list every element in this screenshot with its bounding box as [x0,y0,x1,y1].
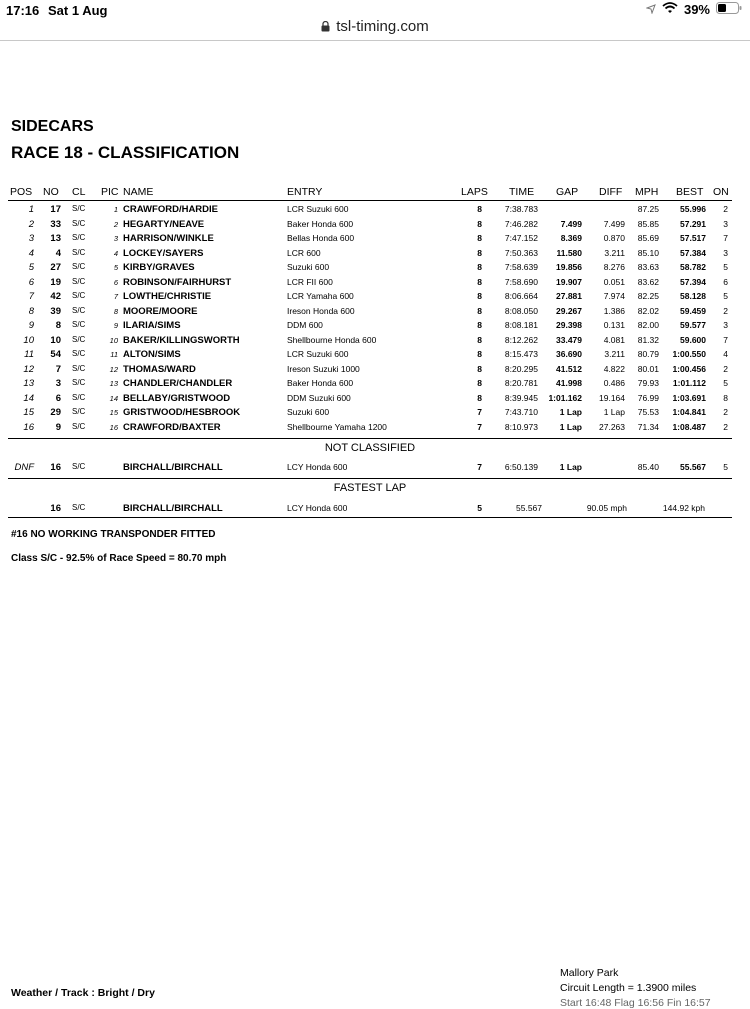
table-row [0,364,750,379]
cell-diff: 0.486 [603,378,625,388]
cell-pic: 9 [113,321,118,330]
cell-on: 8 [723,392,728,403]
fl-class: S/C [72,503,86,512]
cell-mph: 80.01 [637,363,659,374]
cell-time: 8:08.181 [504,320,538,330]
cell-pos: 13 [23,378,34,389]
cell-name: LOWTHE/CHRISTIE [123,291,212,302]
cell-mph: 82.00 [637,320,659,330]
cell-mph: 80.79 [637,349,659,359]
cell-pic: 11 [110,350,118,359]
cell-on: 5 [723,462,728,472]
table-row [0,306,750,321]
cell-cl: S/C [72,247,86,257]
cell-best: 59.459 [680,305,706,316]
cell-pic: 8 [113,306,118,316]
cell-laps: 8 [477,291,482,301]
cell-name: HEGARTY/NEAVE [123,218,205,230]
table-row [0,248,750,263]
cell-diff: 8.276 [603,262,625,272]
cell-cl: S/C [72,334,86,344]
cell-mph: 85.10 [637,247,659,258]
cell-on: 5 [723,378,728,388]
cell-entry: Bellas Honda 600 [287,233,355,243]
divider-fastest-lap-bottom [8,517,732,518]
cell-no: 42 [50,291,61,302]
cell-on: 2 [723,407,728,417]
header-divider [8,200,732,201]
cell-pic: 13 [109,379,118,388]
cell-entry: Shellbourne Honda 600 [287,334,377,345]
cell-mph: 81.32 [637,334,659,345]
cell-pic: 14 [109,393,118,403]
cell-pos: DNF [14,462,34,473]
cell-mph: 75.53 [637,407,659,417]
cell-entry: LCR Suzuki 600 [287,349,349,359]
col-pic: PIC [101,186,119,198]
cell-gap: 41.998 [556,378,582,388]
cell-best: 1:00.456 [672,363,706,374]
cell-laps: 8 [477,392,482,403]
cell-pos: 8 [28,305,34,317]
cell-time: 8:08.050 [504,305,538,316]
cell-pic: 1 [113,205,118,214]
cell-diff: 7.974 [603,291,625,301]
cell-best: 1:01.112 [672,378,706,388]
table-row [0,204,750,219]
not-classified-heading: NOT CLASSIFIED [324,442,416,454]
address-bar[interactable] [0,18,750,35]
transponder-note: #16 NO WORKING TRANSPONDER FITTED [11,529,216,540]
cell-entry: Suzuki 600 [287,407,330,417]
cell-mph: 85.85 [637,218,659,229]
cell-on: 3 [723,218,728,229]
cell-time: 7:50.363 [504,247,538,258]
cell-cl: S/C [72,320,86,329]
col-name: NAME [123,186,154,198]
fastest-lap-heading: FASTEST LAP [333,482,407,494]
cell-no: 3 [55,378,61,389]
cell-pos: 16 [23,421,34,433]
cell-pic: 10 [109,335,118,345]
cell-entry: LCR Yamaha 600 [287,291,354,301]
cell-laps: 7 [477,462,482,472]
cell-no: 13 [50,233,61,244]
cell-name: BELLABY/GRISTWOOD [123,392,231,404]
cell-time: 8:12.262 [504,334,538,345]
cell-gap: 41.512 [556,363,582,374]
cell-name: MOORE/MOORE [123,305,198,317]
cell-on: 5 [723,291,728,301]
cell-pos: 12 [23,363,34,375]
cell-pic: 15 [109,408,118,417]
table-row [0,349,750,364]
cell-name: ROBINSON/FAIRHURST [123,276,232,288]
cell-gap: 1 Lap [559,462,582,472]
cell-pic: 3 [113,234,118,243]
cell-name: ALTON/SIMS [123,349,181,360]
cell-no: 6 [55,392,61,404]
cell-entry: LCR Suzuki 600 [287,204,349,214]
cell-best: 58.128 [680,291,706,301]
fl-entry: LCY Honda 600 [287,503,348,513]
col-best: BEST [676,186,704,198]
cell-diff: 4.081 [603,334,625,345]
cell-pos: 7 [28,291,34,302]
cell-entry: Shellbourne Yamaha 1200 [287,421,387,432]
cell-time: 8:39.945 [504,392,538,403]
cell-mph: 82.02 [637,305,659,316]
cell-pos: 2 [28,218,34,230]
cell-diff: 0.870 [603,233,625,243]
cell-diff: 7.499 [603,218,625,229]
cell-best: 55.996 [680,204,706,214]
fl-lap: 5 [477,503,482,513]
cell-name: KIRBY/GRAVES [123,262,195,273]
cell-diff: 0.131 [603,320,625,330]
cell-laps: 8 [477,276,482,287]
cell-best: 57.517 [680,233,706,243]
cell-diff: 1 Lap [603,407,625,417]
cell-cl: S/C [72,262,86,271]
cell-on: 7 [723,334,728,345]
cell-best: 59.600 [680,334,706,345]
browser-divider [0,40,750,41]
table-row [0,291,750,306]
table-row [0,219,750,234]
cell-entry: Ireson Suzuki 1000 [287,363,360,374]
cell-cl: S/C [72,204,86,213]
cell-no: 7 [55,363,61,375]
cell-diff: 3.211 [604,247,625,258]
cell-name: CRAWFORD/HARDIE [123,204,218,215]
cell-laps: 7 [477,421,482,432]
cell-time: 8:15.473 [504,349,538,359]
table-row [0,233,750,248]
cell-gap: 27.881 [556,291,582,301]
cell-cl: S/C [72,291,86,300]
cell-best: 1:00.550 [672,349,706,359]
table-row [0,320,750,335]
divider-fastest-lap [8,478,732,479]
table-row [0,335,750,350]
cell-time: 8:06.664 [504,291,538,301]
cell-no: 29 [50,407,61,418]
cell-no: 54 [50,349,61,360]
cell-pic: 16 [109,422,118,432]
cell-on: 4 [723,349,728,359]
cell-mph: 85.69 [637,233,659,243]
cell-time: 7:38.783 [504,204,538,214]
cell-diff: 1.386 [603,305,625,316]
cell-mph: 87.25 [637,204,659,214]
status-date: Sat 1 Aug [48,3,108,18]
cell-pos: 1 [28,204,34,215]
cell-diff: 27.263 [599,421,625,432]
cell-cl: S/C [72,392,86,402]
cell-pic: 2 [113,219,118,229]
cell-on: 6 [723,276,728,287]
cell-time: 8:20.781 [504,378,538,388]
cell-no: 10 [50,334,61,346]
cell-best: 59.577 [680,320,706,330]
cell-entry: Baker Honda 600 [287,378,354,388]
cell-best: 57.291 [680,218,706,229]
cell-cl: S/C [72,378,86,387]
cell-pic: 5 [113,263,118,272]
cell-cl: S/C [72,218,86,228]
fastest-lap-row [0,503,750,518]
cell-diff: 3.211 [604,349,625,359]
cell-on: 3 [723,247,728,258]
cell-on: 2 [723,363,728,374]
cell-mph: 83.63 [637,262,659,272]
url-text: tsl-timing.com [336,18,429,35]
cell-diff: 4.822 [603,363,625,374]
cell-on: 2 [723,204,728,214]
cell-laps: 8 [477,320,482,330]
cell-mph: 83.62 [637,276,659,287]
location-icon [646,2,656,17]
cell-mph: 71.34 [637,421,659,432]
cell-laps: 8 [477,378,482,388]
col-gap: GAP [556,186,579,198]
cell-no: 4 [55,247,61,259]
table-row [0,462,750,477]
cell-time: 7:46.282 [504,218,538,229]
page-title: RACE 18 - CLASSIFICATION [11,143,240,162]
cell-time: 7:43.710 [504,407,538,417]
cell-gap: 11.580 [556,247,582,258]
cell-pos: 5 [28,262,34,273]
venue-name: Mallory Park [560,967,619,979]
status-time: 17:16 [6,3,40,18]
cell-entry: LCR FII 600 [287,276,333,287]
cell-name: CRAWFORD/BAXTER [123,421,221,433]
cell-best: 57.384 [680,247,706,258]
cell-laps: 8 [477,218,482,229]
cell-entry: LCY Honda 600 [287,462,348,472]
cell-cl: S/C [72,363,86,373]
cell-time: 8:10.973 [504,421,538,432]
cell-best: 1:04.841 [672,407,706,417]
cell-laps: 8 [477,334,482,345]
cell-cl: S/C [72,349,86,358]
cell-name: BIRCHALL/BIRCHALL [123,462,223,473]
cell-gap: 19.907 [556,276,582,287]
cell-laps: 8 [477,363,482,374]
col-time: TIME [509,186,535,198]
divider-not-classified [8,438,732,439]
cell-name: LOCKEY/SAYERS [123,247,204,259]
cell-time: 7:58.690 [504,276,538,287]
cell-on: 5 [723,262,728,272]
fl-no: 16 [50,503,61,514]
cell-no: 9 [55,421,61,433]
table-row [0,262,750,277]
cell-name: HARRISON/WINKLE [123,233,214,244]
cell-pos: 15 [23,407,34,418]
cell-entry: DDM Suzuki 600 [287,392,351,403]
cell-entry: LCR 600 [287,247,321,258]
class-speed-note: Class S/C - 92.5% of Race Speed = 80.70 mph [11,553,227,564]
col-diff: DIFF [599,186,623,198]
battery-percent: 39% [683,2,710,17]
cell-entry: Baker Honda 600 [287,218,354,229]
status-indicators [646,2,742,17]
cell-time: 7:58.639 [504,262,538,272]
cell-laps: 8 [477,204,482,214]
cell-best: 1:08.487 [672,421,706,432]
table-row [0,393,750,408]
cell-gap: 8.369 [560,233,582,243]
cell-gap: 1:01.162 [548,392,582,403]
cell-cl: S/C [72,407,86,416]
weather-info: Weather / Track : Bright / Dry [11,987,155,999]
cell-cl: S/C [72,462,86,471]
cell-pic: 6 [113,277,118,287]
cell-name: CHANDLER/CHANDLER [123,378,233,389]
cell-best: 57.394 [680,276,706,287]
cell-laps: 8 [477,349,482,359]
cell-cl: S/C [72,276,86,286]
cell-gap: 29.398 [556,320,582,330]
fl-time: 55.567 [516,503,542,513]
cell-pos: 9 [28,320,34,331]
col-entry: ENTRY [287,186,323,198]
cell-gap: 7.499 [560,218,582,229]
cell-pic: 7 [113,292,118,301]
table-row [0,407,750,422]
fl-kph: 144.92 kph [662,503,705,513]
cell-gap: 29.267 [556,305,582,316]
col-cl: CL [72,186,86,198]
cell-laps: 7 [477,407,482,417]
cell-gap: 36.690 [556,349,582,359]
cell-best: 55.567 [680,462,706,472]
cell-gap: 1 Lap [559,407,582,417]
cell-best: 58.782 [680,262,706,272]
cell-pos: 10 [23,334,34,346]
cell-name: THOMAS/WARD [123,363,196,375]
cell-pos: 11 [24,349,34,360]
cell-pos: 3 [28,233,34,244]
cell-diff: 0.051 [603,276,625,287]
col-pos: POS [10,186,33,198]
col-no: NO [43,186,59,198]
cell-mph: 82.25 [637,291,659,301]
col-mph: MPH [635,186,659,198]
cell-no: 17 [50,204,61,215]
cell-cl: S/C [72,305,86,315]
cell-mph: 79.93 [637,378,659,388]
cell-diff: 19.164 [599,392,625,403]
lock-icon [321,18,336,35]
cell-on: 7 [723,233,728,243]
cell-on: 2 [723,421,728,432]
cell-entry: Suzuki 600 [287,262,330,272]
wifi-icon [662,2,678,17]
cell-gap: 19.856 [556,262,582,272]
cell-cl: S/C [72,233,86,242]
cell-time: 6:50.139 [504,462,538,472]
cell-name: GRISTWOOD/HESBROOK [123,407,241,418]
cell-name: BAKER/KILLINGSWORTH [123,334,240,346]
table-row [0,378,750,393]
cell-laps: 8 [477,262,482,272]
cell-no: 33 [50,218,61,230]
cell-on: 2 [723,305,728,316]
cell-pos: 4 [28,247,34,259]
cell-gap: 33.479 [556,334,582,345]
table-row [0,422,750,437]
cell-pos: 6 [28,276,34,288]
cell-laps: 8 [477,305,482,316]
cell-no: 27 [50,262,61,273]
cell-time: 7:47.152 [504,233,538,243]
battery-icon [716,2,742,17]
cell-no: 19 [50,276,61,288]
cell-mph: 85.40 [637,462,659,472]
cell-cl: S/C [72,421,86,431]
category-title: SIDECARS [11,118,94,135]
cell-no: 8 [55,320,61,331]
fl-mph: 90.05 mph [586,503,627,513]
cell-entry: DDM 600 [287,320,323,330]
cell-pic: 12 [109,364,118,374]
col-laps: LAPS [461,186,488,198]
circuit-length: Circuit Length = 1.3900 miles [560,982,697,994]
cell-name: ILARIA/SIMS [123,320,181,331]
cell-entry: Ireson Honda 600 [287,305,355,316]
cell-laps: 8 [477,247,482,258]
cell-no: 16 [50,462,61,473]
col-on: ON [713,186,729,198]
start-flag-line: Start 16:48 Flag 16:56 Fin 16:57 [560,997,711,1009]
cell-on: 3 [723,320,728,330]
cell-time: 8:20.295 [504,363,538,374]
cell-pic: 4 [113,248,118,258]
fl-name: BIRCHALL/BIRCHALL [123,503,223,514]
cell-mph: 76.99 [637,392,659,403]
cell-pos: 14 [23,392,34,404]
cell-gap: 1 Lap [559,421,582,432]
cell-best: 1:03.691 [672,392,706,403]
cell-laps: 8 [477,233,482,243]
cell-no: 39 [50,305,61,317]
table-row [0,277,750,292]
